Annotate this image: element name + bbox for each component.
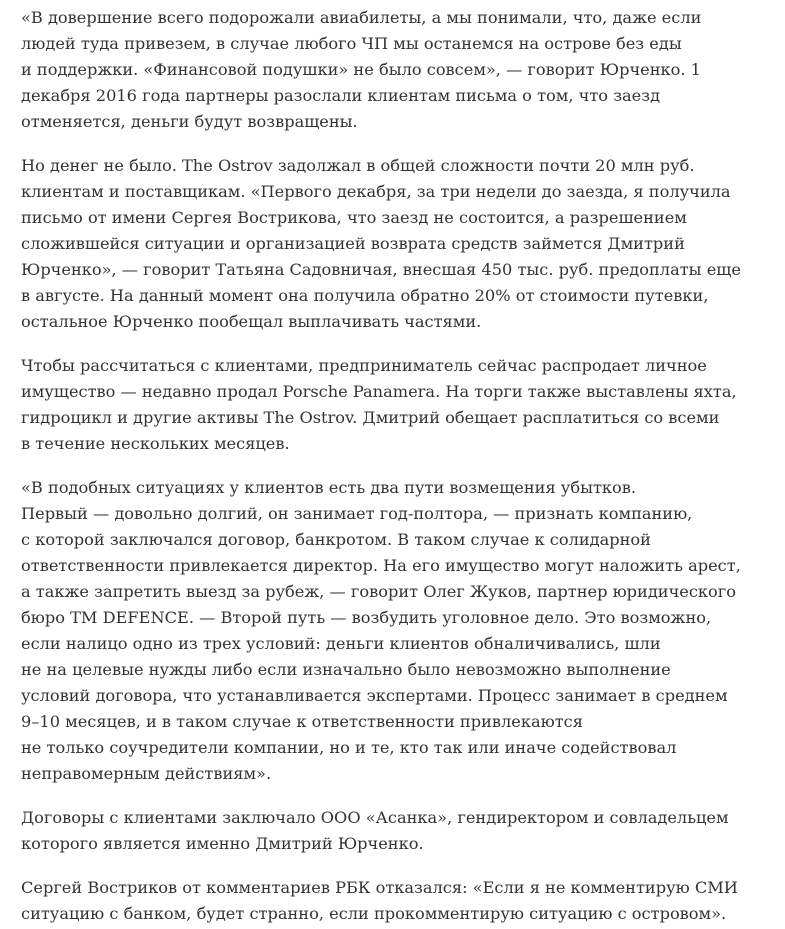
text-line: условий договора, что устанавливается экспертами. Процесс занимает в среднем bbox=[21, 686, 728, 705]
text-line: в течение нескольких месяцев. bbox=[21, 434, 290, 453]
text-line: остальное Юрченко пообещал выплачивать частями. bbox=[21, 312, 482, 331]
text-line: сложившейся ситуации и организацией возврата средств займется Дмитрий bbox=[21, 234, 685, 253]
paragraph-6 bbox=[21, 875, 785, 927]
text-line: Первый — довольно долгий, он занимает год-полтора, — признать компанию, bbox=[21, 504, 693, 523]
text-line: 9–10 месяцев, и в таком случае к ответственности привлекаются bbox=[21, 712, 583, 731]
text-line: Договоры с клиентами заключало ООО «Асанка», гендиректором и совладельцем bbox=[21, 808, 729, 827]
text-line: декабря 2016 года партнеры разослали клиентам письма о том, что заезд bbox=[21, 86, 661, 105]
text-line: «В довершение всего подорожали авиабилеты, а мы понимали, что, даже если bbox=[21, 8, 702, 27]
text-line: гидроцикл и другие активы The Ostrov. Дмитрий обещает расплатиться со всеми bbox=[21, 408, 720, 427]
text-line: и поддержки. «Финансовой подушки» не было совсем», — говорит Юрченко. 1 bbox=[21, 60, 701, 79]
text-line: которого является именно Дмитрий Юрченко. bbox=[21, 834, 424, 853]
text-line: Чтобы рассчитаться с клиентами, предприниматель сейчас распродает личное bbox=[21, 356, 707, 375]
text-line: неправомерным действиям». bbox=[21, 764, 272, 783]
text-line: Но денег не было. The Ostrov задолжал в общей сложности почти 20 млн руб. bbox=[21, 156, 695, 175]
paragraph-4 bbox=[21, 475, 785, 787]
text-line: «В подобных ситуациях у клиентов есть два пути возмещения убытков. bbox=[21, 478, 637, 497]
text-line: если налицо одно из трех условий: деньги клиентов обналичивались, шли bbox=[21, 634, 661, 653]
text-line: Сергей Востриков от комментариев РБК отказался: «Если я не комментирую СМИ bbox=[21, 878, 738, 897]
text-line: ситуацию с банком, будет странно, если прокомментирую ситуацию с островом». bbox=[21, 904, 727, 923]
paragraph-1 bbox=[21, 5, 785, 135]
paragraph-5 bbox=[21, 805, 785, 857]
text-line: не только соучредители компании, но и те, кто так или иначе содействовал bbox=[21, 738, 677, 757]
text-line: ответственности привлекается директор. На его имущество могут наложить арест, bbox=[21, 556, 741, 575]
text-line: отменяется, деньги будут возвращены. bbox=[21, 112, 358, 131]
text-line: не на целевые нужды либо если изначально было невозможно выполнение bbox=[21, 660, 671, 679]
text-line: людей туда привезем, в случае любого ЧП мы останемся на острове без еды bbox=[21, 34, 682, 53]
text-line: бюро TM DEFENCE. — Второй путь — возбудить уголовное дело. Это возможно, bbox=[21, 608, 712, 627]
text-line: а также запретить выезд за рубеж, — говорит Олег Жуков, партнер юридического bbox=[21, 582, 737, 601]
paragraph-2 bbox=[21, 153, 785, 335]
text-line: письмо от имени Сергея Вострикова, что заезд не состоится, а разрешением bbox=[21, 208, 687, 227]
paragraph-3 bbox=[21, 353, 785, 457]
text-line: имущество — недавно продал Porsche Panamera. На торги также выставлены яхта, bbox=[21, 382, 737, 401]
text-line: в августе. На данный момент она получила обратно 20% от стоимости путевки, bbox=[21, 286, 709, 305]
text-line: с которой заключался договор, банкротом. В таком случае к солидарной bbox=[21, 530, 651, 549]
text-line: Юрченко», — говорит Татьяна Садовничая, внесшая 450 тыс. руб. предоплаты еще bbox=[21, 260, 741, 279]
text-line: клиентам и поставщикам. «Первого декабря, за три недели до заезда, я получила bbox=[21, 182, 731, 201]
